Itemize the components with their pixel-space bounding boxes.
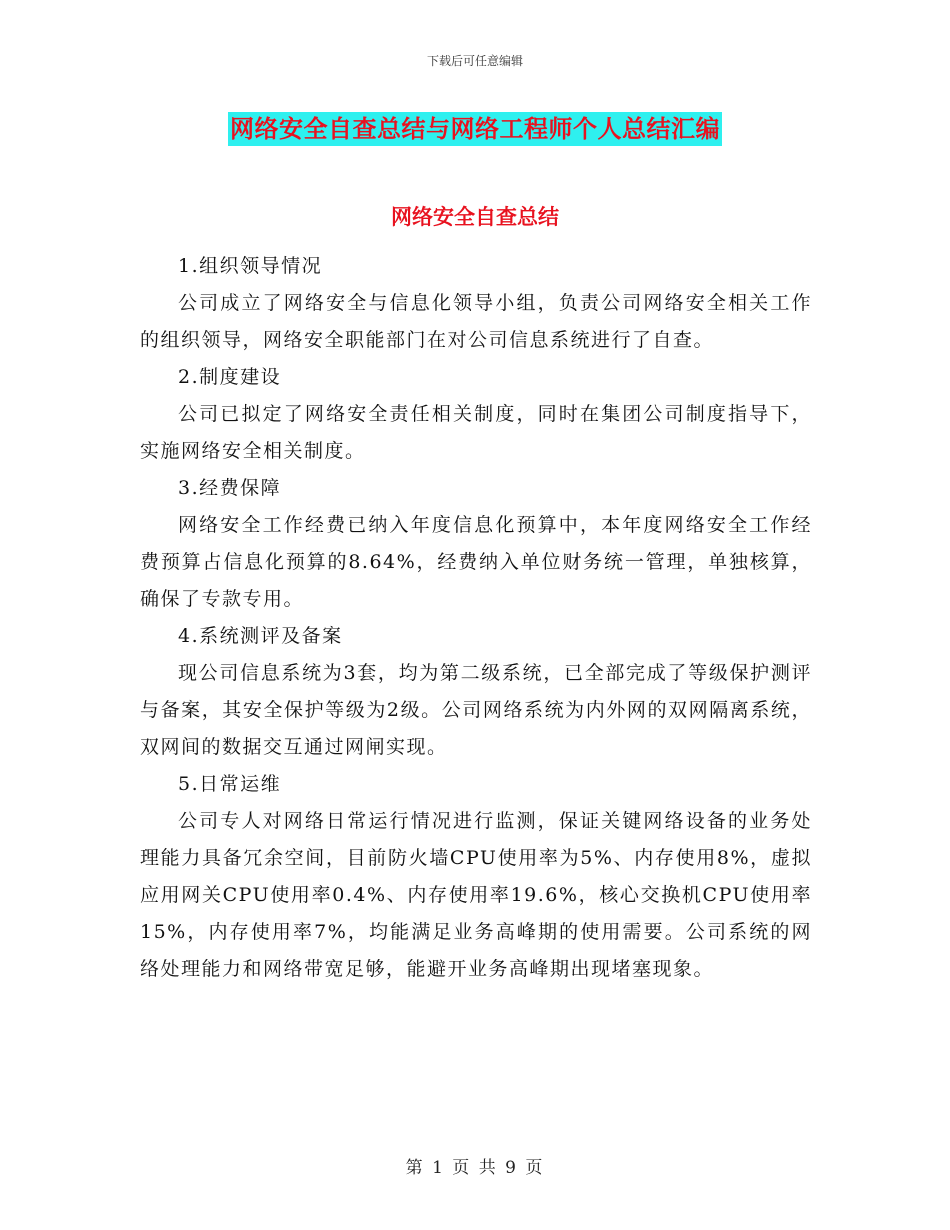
paragraph-system-construction: 公司已拟定了网络安全责任相关制度，同时在集团公司制度指导下，实施网络安全相关制度。: [140, 403, 812, 462]
heading-daily-operations: 5.日常运维: [178, 773, 282, 795]
header-note: 下载后可任意编辑: [426, 54, 523, 68]
heading-funding-guarantee: 3.经费保障: [178, 477, 282, 499]
document-body: [140, 248, 812, 988]
section-title: 网络安全自查总结: [391, 205, 559, 229]
paragraph-funding-guarantee: 网络安全工作经费已纳入年度信息化预算中，本年度网络安全工作经费预算占信息化预算的8.64%，经费纳入单位财务统一管理，单独核算，确保了专款专用。: [140, 514, 812, 610]
document-title-container: [0, 112, 950, 146]
paragraph-system-evaluation: 现公司信息系统为3套，均为第二级系统，已全部完成了等级保护测评与备案，其安全保护等级为2级。公司网络系统为内外网的双网隔离系统，双网间的数据交互通过网闸实现。: [140, 662, 812, 758]
document-title: 网络安全自查总结与网络工程师个人总结汇编: [228, 112, 722, 146]
heading-system-construction: 2.制度建设: [178, 366, 282, 388]
heading-system-evaluation: 4.系统测评及备案: [178, 625, 343, 647]
paragraph-daily-operations: 公司专人对网络日常运行情况进行监测，保证关键网络设备的业务处理能力具备冗余空间，目前防火墙CPU使用率为5%、内存使用8%，虚拟应用网关CPU使用率0.4%、内存使用率19.6%，核心交换机CPU使用率15%，内存使用率7%，均能满足业务高峰期的使用需要。公司系统的网络处理能力和网络带宽足够，能避开业务高峰期出现堵塞现象。: [140, 810, 812, 980]
heading-organization-leadership: 1.组织领导情况: [178, 255, 323, 277]
page-footer: 第 1 页 共 9 页: [405, 1158, 545, 1178]
paragraph-organization-leadership: 公司成立了网络安全与信息化领导小组，负责公司网络安全相关工作的组织领导，网络安全职能部门在对公司信息系统进行了自查。: [140, 292, 812, 351]
